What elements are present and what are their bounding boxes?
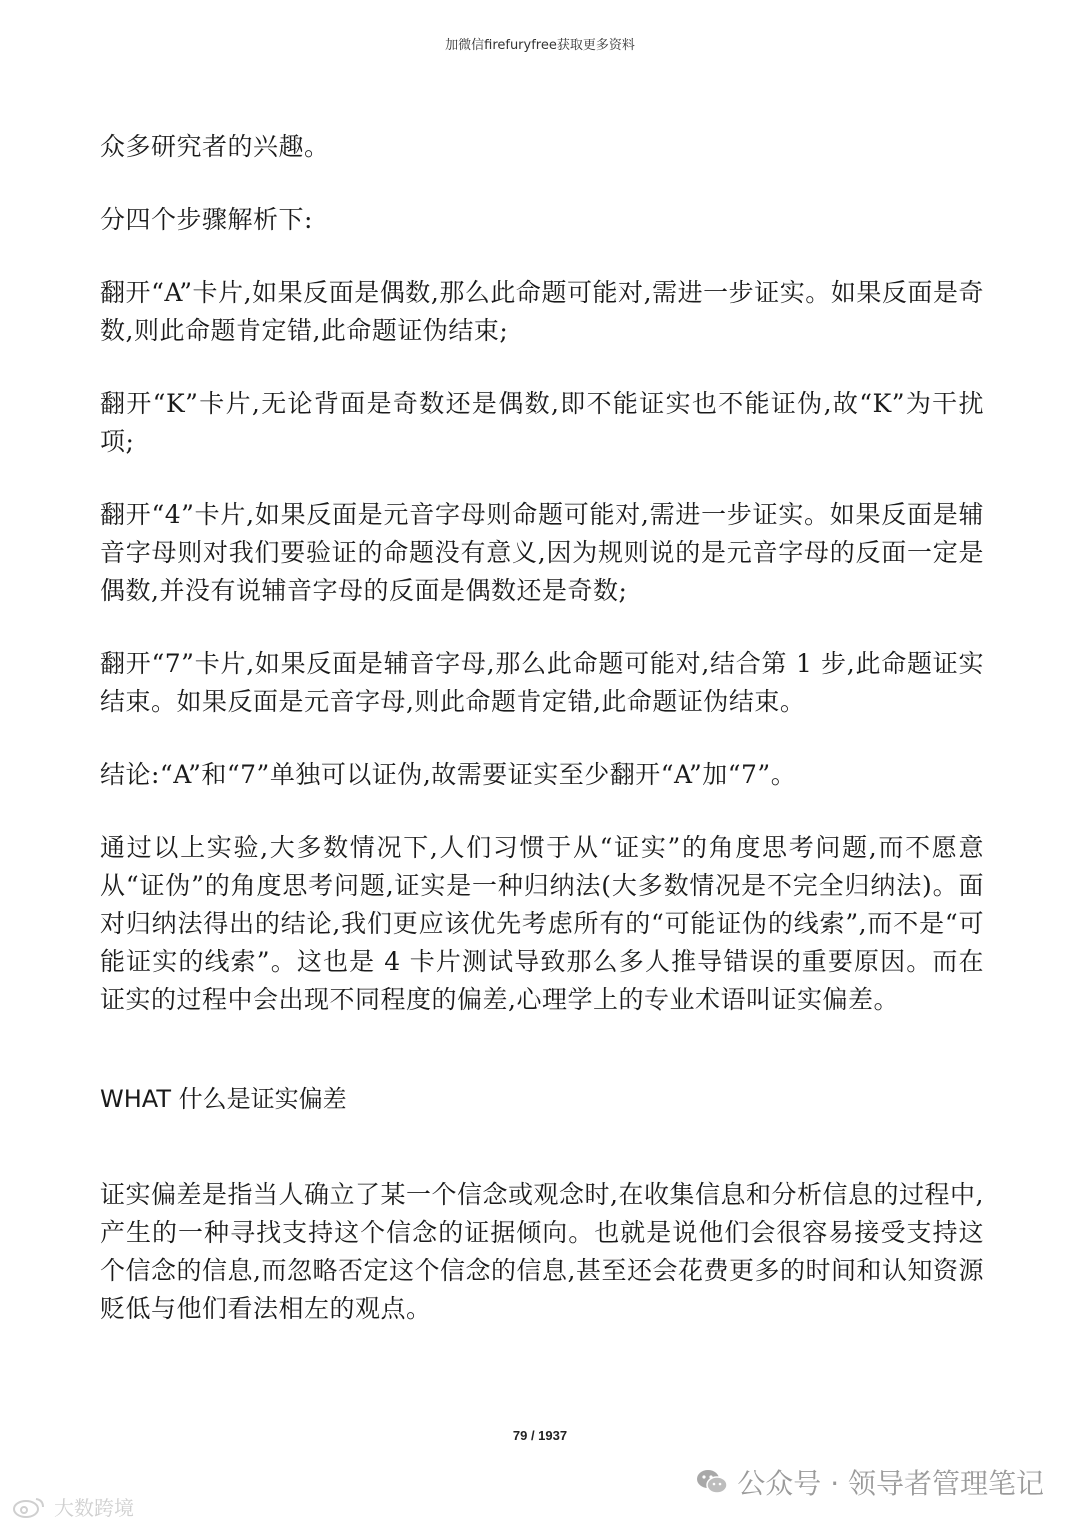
paragraph: 通过以上实验,大多数情况下,人们习惯于从“证实”的角度思考问题,而不愿意从“证伪”的角度思考问题,证实是一种归纳法(大多数情况是不完全归纳法)。面对归纳法得出的结论,我们更应该优先考虑所有的“可能证伪的线索”,而不是“可能证实的线索”。这也是 4 卡片测试导致那么多人推导错误的重要原因。而在证实的过程中会出现不同程度的偏差,心理学上的专业术语叫证实偏差。 bbox=[100, 833, 984, 1014]
watermark-left bbox=[12, 1492, 134, 1521]
paragraph: 翻开“4”卡片,如果反面是元音字母则命题可能对,需进一步证实。如果反面是辅音字母则对我们要验证的命题没有意义,因为规则说的是元音字母的反面一定是偶数,并没有说辅音字母的反面是偶数还是奇数; bbox=[100, 500, 984, 605]
paragraph: 翻开“7”卡片,如果反面是辅音字母,那么此命题可能对,结合第 1 步,此命题证实结束。如果反面是元音字母,则此命题肯定错,此命题证伪结束。 bbox=[100, 649, 984, 716]
watermark-left-text: 大数跨境 bbox=[54, 1496, 134, 1520]
section-heading: WHAT 什么是证实偏差 bbox=[100, 1085, 347, 1113]
watermark-right-text: 公众号 · 领导者管理笔记 bbox=[737, 1467, 1044, 1500]
paragraph: 结论:“A”和“7”单独可以证伪,故需要证实至少翻开“A”加“7”。 bbox=[100, 760, 797, 789]
document-body bbox=[100, 128, 984, 1363]
paragraph: 分四个步骤解析下: bbox=[100, 205, 313, 234]
paragraph: 众多研究者的兴趣。 bbox=[100, 132, 330, 161]
paragraph: 证实偏差是指当人确立了某一个信念或观念时,在收集信息和分析信息的过程中,产生的一种寻找支持这个信念的证据倾向。也就是说他们会很容易接受支持这个信念的信息,而忽略否定这个信念的信息,甚至还会花费更多的时间和认知资源贬低与他们看法相左的观点。 bbox=[100, 1180, 984, 1323]
page-number: 79 / 1937 bbox=[512, 1428, 568, 1443]
page-header: 加微信firefuryfree获取更多资料 bbox=[445, 38, 635, 53]
paragraph: 翻开“A”卡片,如果反面是偶数,那么此命题可能对,需进一步证实。如果反面是奇数,则此命题肯定错,此命题证伪结束; bbox=[100, 278, 984, 345]
wechat-icon bbox=[695, 1467, 729, 1497]
watermark-right bbox=[695, 1462, 1044, 1502]
paragraph: 翻开“K”卡片,无论背面是奇数还是偶数,即不能证实也不能证伪,故“K”为干扰项; bbox=[100, 389, 984, 456]
weibo-icon bbox=[12, 1495, 48, 1519]
